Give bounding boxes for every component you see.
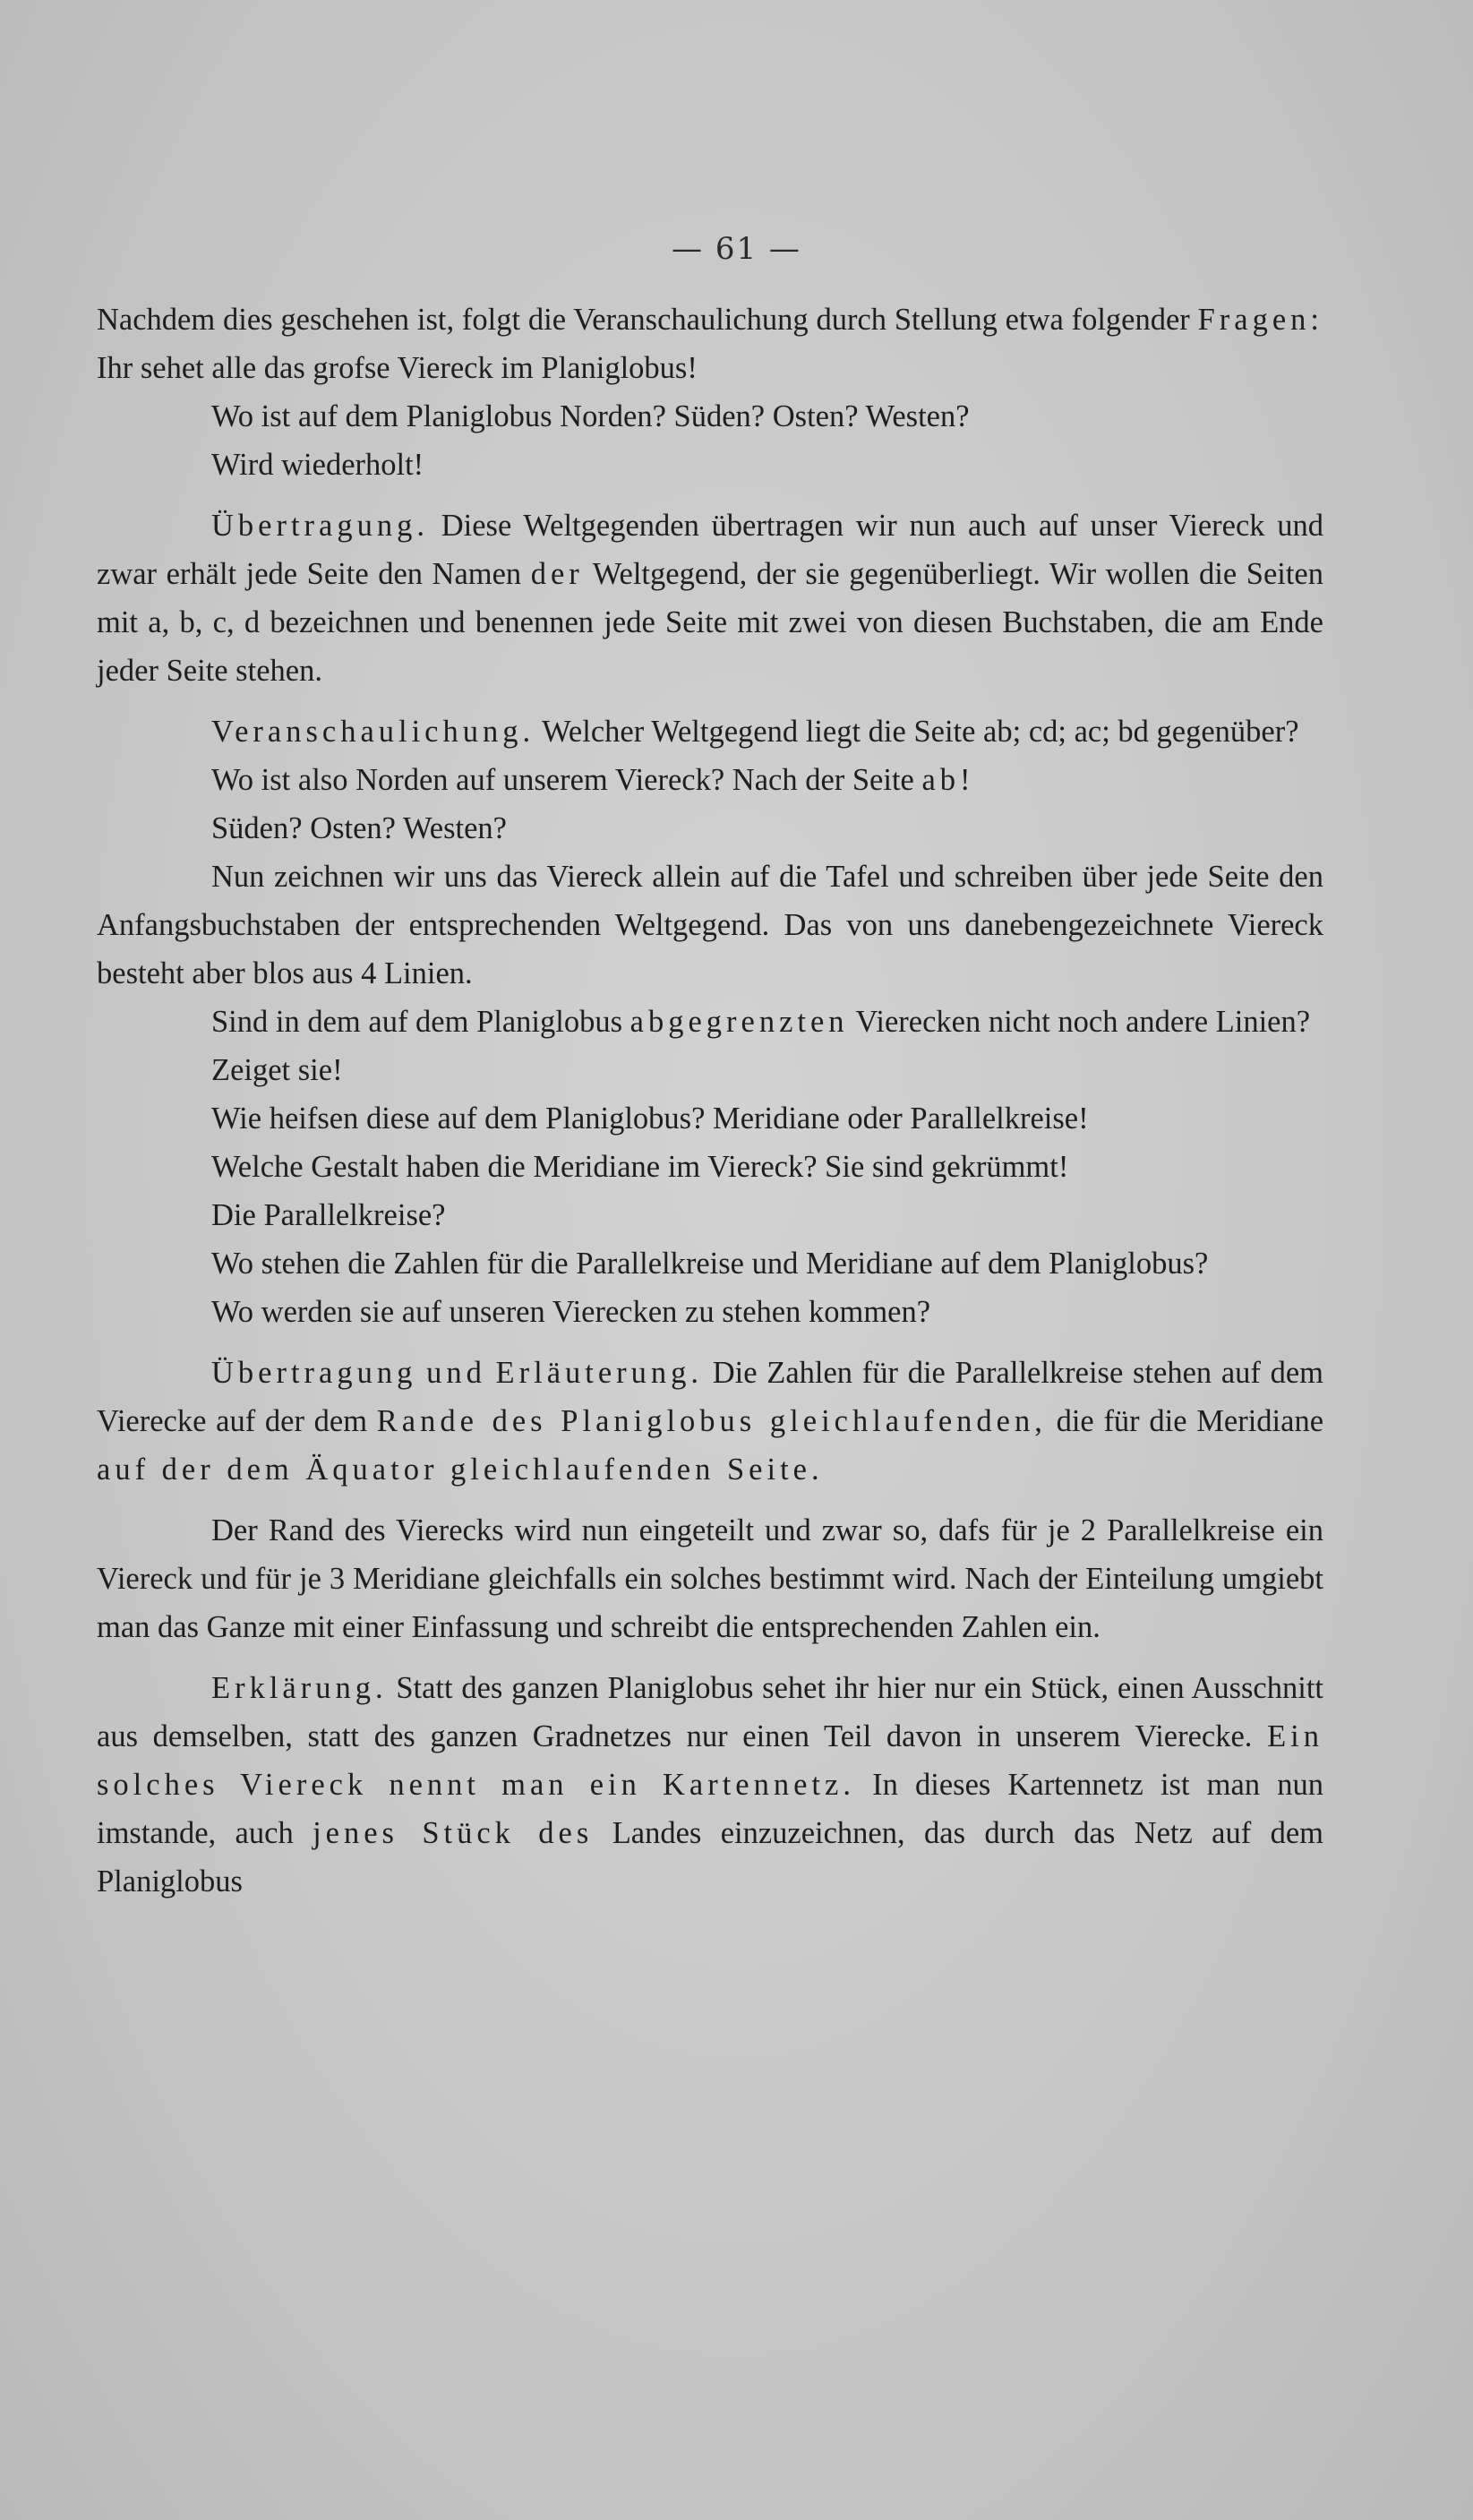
paragraph-text: Der Rand des Vierecks wird nun eingeteilt und zwar so, dafs für je 2 Parallelkreise ein Viereck und für je 3 Meridiane gleichfalls ein solches bestimmt wird. Nach der Einteilung umgiebt man das Ganze mit einer Einfassung und schreibt die entsprechenden Zahlen ein. xyxy=(97,1513,1323,1644)
paragraph-text: Süden? Osten? Westen? xyxy=(211,811,507,845)
paragraph xyxy=(97,853,1323,998)
page-number: — 61 — xyxy=(672,231,801,267)
body-text xyxy=(97,296,1323,1906)
paragraph-text: Nun zeichnen wir uns das Viereck allein auf die Tafel und schreiben über jede Seite den Anfangsbuchstaben der entsprechenden Weltgegend. Das von uns danebengezeichnete Viereck besteht aber blos aus 4 Linien. xyxy=(97,860,1323,990)
paragraph-text: Zeiget sie! xyxy=(211,1053,343,1087)
emphasized-text: Übertragung xyxy=(211,1356,417,1390)
paragraph-text xyxy=(416,1356,426,1390)
emphasized-text: auf der dem Äquator gleichlaufenden Seite. xyxy=(97,1453,824,1487)
emphasized-text: jenes Stück des xyxy=(313,1816,594,1850)
paragraph xyxy=(97,1191,1323,1239)
paragraph-text: Wo ist auf dem Planiglobus Norden? Süden? Osten? Westen? xyxy=(211,399,970,433)
emphasized-text: Veranschaulichung. xyxy=(211,715,535,749)
paragraph xyxy=(97,1094,1323,1143)
paragraph-text: Wo ist also Norden auf unserem Viereck? Nach der Seite xyxy=(211,763,922,797)
paragraph-text: Die Zahlen für die Parallelkreise stehen auf dem Vierecke auf der dem xyxy=(97,1356,1324,1438)
paragraph xyxy=(97,501,1323,695)
paragraph xyxy=(97,296,1323,392)
paragraph xyxy=(97,707,1323,756)
emphasized-text: Rande des Planiglobus gleichlaufenden, xyxy=(376,1404,1047,1438)
paragraph-text: In dieses Kartennetz ist man nun imstande, auch xyxy=(97,1768,1323,1850)
paragraph-text: Wird wiederholt! xyxy=(211,448,424,482)
paragraph xyxy=(97,1143,1323,1191)
paragraph xyxy=(97,1046,1323,1094)
paragraph-text: Nachdem dies geschehen ist, folgt die Veranschaulichung durch Stellung etwa folgender xyxy=(97,303,1198,337)
paragraph xyxy=(97,392,1323,441)
emphasized-text: ab! xyxy=(921,763,975,797)
paragraph-text: Welcher Weltgegend liegt die Seite ab; cd; ac; bd gegenüber? xyxy=(535,715,1299,749)
emphasized-text: Erläuterung. xyxy=(495,1356,704,1390)
paragraph xyxy=(97,1506,1323,1651)
paragraph-text: Weltgegend, der sie gegenüberliegt. Wir wollen die Seiten mit a, b, c, d bezeichnen und benennen jede Seite mit zwei von diesen Buchstaben, die am Ende jeder Seite stehen. xyxy=(97,557,1323,688)
paragraph xyxy=(97,756,1323,804)
paragraph-text: die für die Meridiane xyxy=(1046,1404,1324,1438)
paragraph xyxy=(97,1664,1323,1906)
emphasized-text: Ein solches Viereck nennt man ein Kartennetz. xyxy=(97,1719,1323,1802)
paragraph-text: Welche Gestalt haben die Meridiane im Viereck? Sie sind gekrümmt! xyxy=(211,1150,1069,1184)
paragraph-text: Landes einzuzeichnen, das durch das Netz auf dem Planiglobus xyxy=(97,1816,1324,1899)
emphasized-text: abgegrenzten xyxy=(629,1005,849,1039)
emphasized-text: Erklärung. xyxy=(211,1671,388,1705)
paragraph-text: Wo stehen die Zahlen für die Parallelkreise und Meridiane auf dem Planiglobus? xyxy=(211,1247,1209,1281)
paragraph-text: Vierecken nicht noch andere Linien? xyxy=(848,1005,1311,1039)
paragraph xyxy=(97,1288,1323,1336)
paragraph-text: Diese Weltgegenden übertragen wir nun auch auf unser Viereck und zwar erhält jede Seite den Namen xyxy=(97,509,1323,591)
paragraph-text: Wie heifsen diese auf dem Planiglobus? Meridiane oder Parallelkreise! xyxy=(211,1101,1089,1136)
emphasized-text: Fragen: xyxy=(1197,303,1323,337)
paragraph xyxy=(97,804,1323,853)
paragraph-text xyxy=(486,1356,496,1390)
emphasized-text: der xyxy=(530,557,584,591)
paragraph xyxy=(97,1349,1323,1494)
paragraph-text: Sind in dem auf dem Planiglobus xyxy=(211,1005,630,1039)
paragraph-text: Die Parallelkreise? xyxy=(211,1198,446,1232)
emphasized-text: und xyxy=(426,1356,486,1390)
paragraph xyxy=(97,1239,1323,1288)
paragraph-text: Ihr sehet alle das grofse Viereck im Planiglobus! xyxy=(97,351,698,385)
paragraph-text: Statt des ganzen Planiglobus sehet ihr hier nur ein Stück, einen Ausschnitt aus demselben, statt des ganzen Gradnetzes nur einen Teil davon in unserem Vierecke. xyxy=(97,1671,1323,1753)
paragraph-text: Wo werden sie auf unseren Vierecken zu stehen kommen? xyxy=(211,1295,931,1329)
emphasized-text: Übertragung. xyxy=(211,509,429,543)
paragraph xyxy=(97,998,1323,1046)
paragraph xyxy=(97,441,1323,489)
